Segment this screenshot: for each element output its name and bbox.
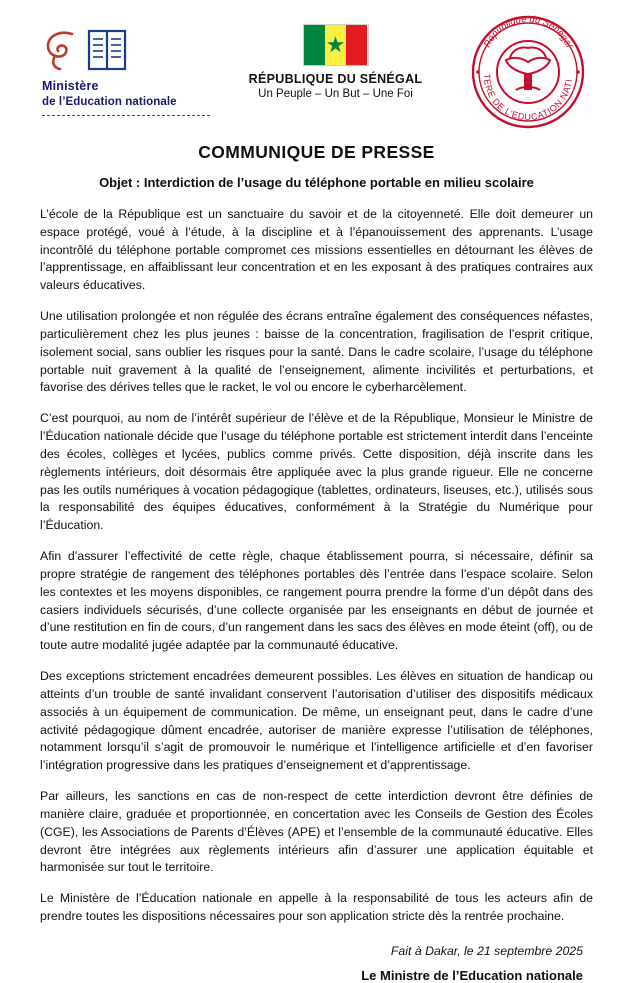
- signature-block: [26, 944, 607, 983]
- body-paragraph: Une utilisation prolongée et non régulée des écrans entraîne également des conséquences néfastes, particulièrement chez les plus jeunes : baisse de la concentration, fragilisation de l’esprit critique, isolement social, sans oublier les risques pour la santé. Dans le cadre scolaire, l’usage du téléphone portable nuit gravement à la qualité de l’enseignement, alimente incivilités et perturbations, et favorise des dérives telles que le racket, le vol ou encore le cyberharcèlement.: [40, 309, 593, 395]
- body-paragraph: Afin d’assurer l’effectivité de cette règle, chaque établissement pourra, si nécessaire, définir sa propre stratégie de rangement des téléphones portables dès l’entrée dans l’espace scolaire. Selon les contextes et les moyens disponibles, ce rangement pourra prendre la forme d’un dépôt dans des casiers individuels sécurisés, d’une collecte organisée par les enseignants en début de journée et d’une restitution en fin de cours, d’un rangement dans les sacs des élèves en mode éteint (off), ou de toute autre modalité jugée adaptée par la communauté éducative.: [40, 549, 593, 653]
- flag-star-icon: ★: [325, 32, 346, 57]
- document-subject: Objet : Interdiction de l’usage du téléphone portable en milieu scolaire: [99, 175, 534, 190]
- official-seal-icon: [453, 14, 603, 130]
- republic-name: RÉPUBLIQUE DU SÉNÉGAL: [248, 72, 423, 86]
- republic-motto: Un Peuple – Un But – Une Foi: [258, 88, 413, 100]
- republic-header: [221, 14, 451, 100]
- flag-band-red: [346, 25, 367, 65]
- flag-band-green: [304, 25, 325, 65]
- svg-text:République du Sénégal: République du Sénégal: [481, 14, 575, 50]
- body-paragraph: Par ailleurs, les sanctions en cas de non-respect de cette interdiction devront être définies de manière claire, graduée et proportionnée, en concertation avec les Conseils de Gestion des Écoles (CGE), les Associations de Parents d’Élèves (APE) et l’ensemble de la communauté éducative. Elles devront être intégrées aux règlements intérieurs afin d’assurer une application équitable et harmonisée sur tout le territoire.: [40, 789, 593, 875]
- body-paragraph: Des exceptions strictement encadrées demeurent possibles. Les élèves en situation de handicap ou atteints d’un trouble de santé invalidant conservent l’autorisation d’utiliser des dispositifs médicaux associés à un équipement de communication. De même, un enseignant peut, dans le cadre d’une activité pédagogique dûment encadrée, autoriser de manière expresse l’utilisation de téléphones, notamment lorsqu’il s’agit de promouvoir le numérique et l’intelligence artificielle et d’en favoriser l’intégration progressive dans les pratiques d’enseignement et d’apprentissage.: [40, 669, 593, 773]
- body-paragraph: Le Ministère de l’Éducation nationale en appelle à la responsabilité de tous les acteurs afin de prendre toutes les dispositions nécessaires pour son application stricte dès la rentrée prochaine.: [40, 891, 593, 923]
- place-and-date: Fait à Dakar, le 21 septembre 2025: [390, 943, 583, 958]
- document-header: [26, 14, 607, 132]
- body-paragraph: C’est pourquoi, au nom de l’intérêt supérieur de l’élève et de la République, Monsieur le Ministre de l’Éducation nationale décide que l’usage du téléphone portable est strictement interdit dans l’enceinte des écoles, collèges et lycées, publics comme privés. Cette disposition, déjà inscrite dans les règlements intérieurs, doit désormais être appliquée avec la plus grande rigueur. Elle ne concerne pas les outils numériques à vocation pédagogique (tablettes, ordinateurs, liseuses, etc.), utilisés sous la responsabilité des équipes éducatives, conformément à la Stratégie du Numérique pour l’Éducation.: [40, 411, 593, 533]
- ministry-logo-text: [42, 79, 218, 109]
- body-paragraph: L’école de la République est un sanctuaire du savoir et de la citoyenneté. Elle doit demeurer un espace protégé, voué à l’étude, à la discipline et à l’épanouissement des apprenants. L’usage incontrôlé du téléphone portable compromet ces missions essentielles en détournant les élèves de l’apprentissage, en affaiblissant leur concentration et en les exposant à des pratiques contraires aux valeurs éducatives.: [40, 207, 593, 293]
- ministry-logo: [26, 14, 218, 116]
- senegal-flag-icon: [303, 24, 369, 66]
- open-book-icon: [86, 28, 128, 72]
- document-body: [26, 206, 607, 926]
- signer-title: Le Ministre de l’Education nationale: [361, 967, 583, 983]
- ministry-logo-line2: de l’Education nationale: [42, 95, 177, 108]
- page-title: COMMUNIQUE DE PRESSE: [198, 142, 435, 162]
- ministry-logo-line1: Ministère: [42, 79, 99, 93]
- ministry-logo-divider: [42, 115, 210, 116]
- ministry-emblem-icon: [42, 28, 218, 74]
- svg-text:MINISTERE DE L’EDUCATION NATIO: MINISTERE DE L’EDUCATION NATIONALE: [481, 64, 574, 123]
- flag-band-yellow: [325, 25, 346, 65]
- person-swirl-icon: [42, 28, 82, 72]
